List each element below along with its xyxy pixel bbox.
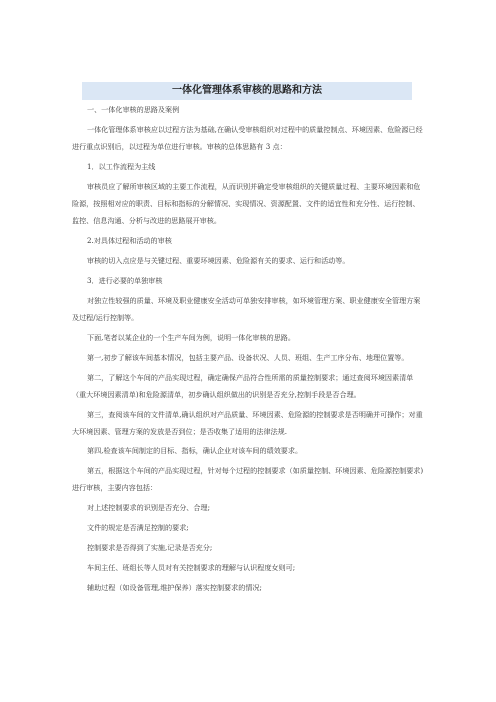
section-heading-1: 一、一体化审核的思路及案例 — [87, 105, 180, 114]
step-3: 第三，查阅该车间的文件清单,确认组织对产品质量、环境因素、危险源的控制要求是否明确并可操作；对重大环境因素、管理方案的发放是否到位；是否收集了适用的法律法规. — [72, 410, 423, 436]
step-5: 第五，根据这个车间的产品实现过程，针对每个过程的控制要求（如质量控制、环境因素、危险源控制要求)进行审核，主要内容包括： — [72, 466, 424, 492]
step-1: 第一,初步了解该车间基本情况，包括主要产品、设备状况、人员、班组、生产工序分布、地理位置等。 — [87, 353, 409, 362]
example-intro: 下面,笔者以某企业的一个生产车间为例，说明一体化审核的思路。 — [87, 333, 295, 342]
point-1-heading: 1．以工作流程为主线 — [87, 162, 156, 171]
audit-item-2: 文件的规定是否满足控制的要求; — [87, 523, 189, 532]
point-3-text: 对独立性较强的质量、环境及职业健康安全活动可单独安排审核，如环境管理方案、职业健康安全管理方案及过程/运行控制等。 — [72, 296, 421, 322]
point-2-text: 审核的切入点应是与关键过程、重要环境因素、危险源有关的要求、运行和活动等。 — [87, 256, 350, 265]
audit-item-1: 对上述控制要求的识别是否充分、合理; — [87, 503, 210, 512]
audit-item-4: 车间主任、班组长等人员对有关控制要求的理解与认识程度女则可; — [87, 563, 296, 572]
step-2: 第二，了解这个车间的产品实现过程，确定确保产品符合性所需的质量控制要求；通过查阅环境因素清单（重大环境因素清单)和危险源清单，初步确认组织做出的识别是否充分,控制手段是否合理。 — [72, 373, 414, 399]
paragraph-intro: 一体化管理体系审核应以过程方法为基础,在确认受审核组织对过程中的质量控制点、环境因素、危险源已经进行重点识别后，以过程为单位进行审核。审核的总体思路有 3 点： — [72, 125, 423, 151]
step-4: 第四,检查该车间制定的目标、指标，确认企业对该车间的绩效要求。 — [87, 446, 303, 455]
point-1-text: 审核员应了解所审核区域的主要工作流程，从而识别并确定受审核组织的关键质量过程、主要环境因素和危险源，按照相对应的职责、目标和指标的分解情况、实现情况、资源配置、文件的适宜性和充分性、运行控制、监控、信息沟通、分析与改进的思路展开审核。 — [72, 182, 421, 225]
point-2-heading: 2.对具体过程和活动的审核 — [87, 236, 172, 245]
audit-item-5: 辅助过程（如设备管理,维护保养）落实控制要求的情况; — [87, 583, 262, 592]
point-3-heading: 3．进行必要的单独审核 — [87, 276, 163, 285]
document-title: 一体化管理体系审核的思路和方法 — [172, 85, 322, 96]
audit-item-3: 控制要求是否得到了实施,记录是否充分; — [87, 543, 213, 552]
document-body — [72, 101, 424, 599]
